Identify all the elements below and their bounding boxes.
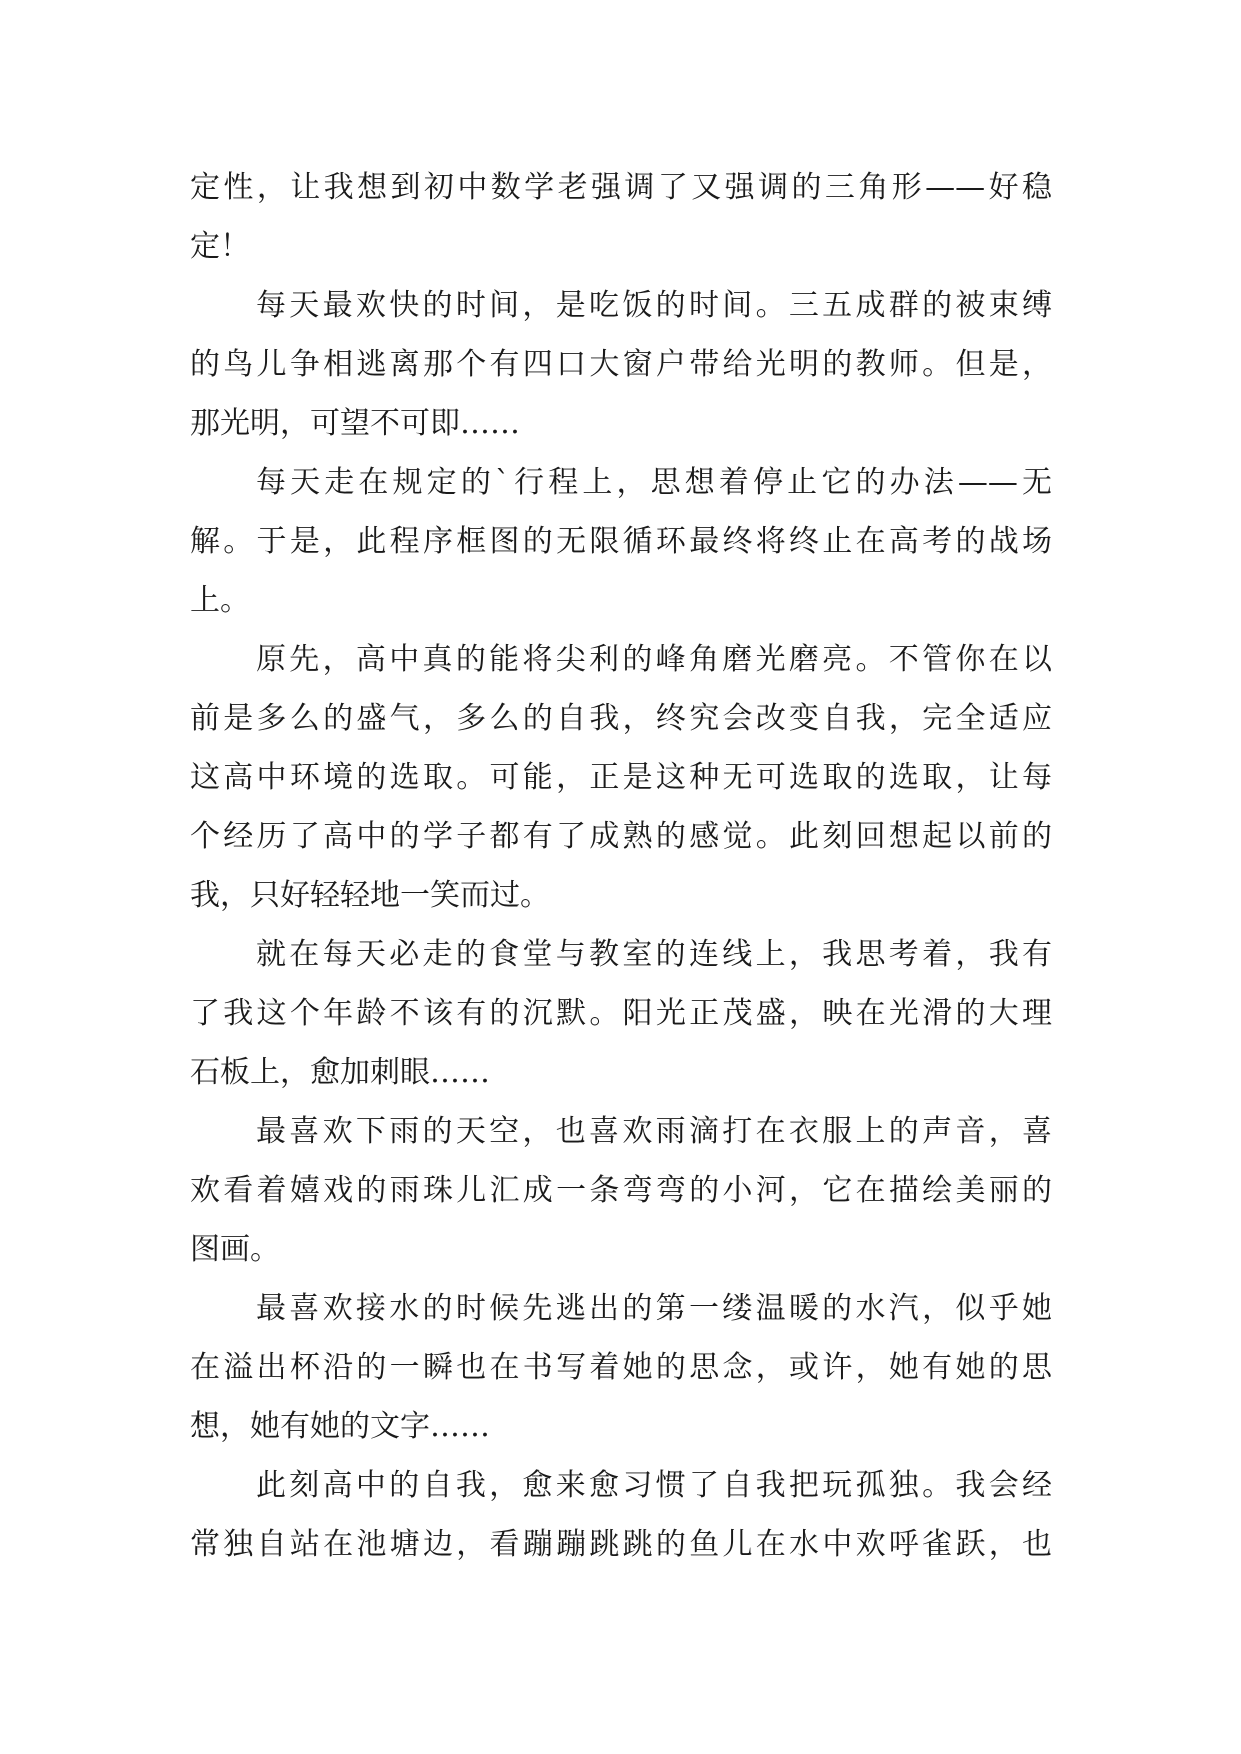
paragraph-first-line: 原先，高中真的能将尖利的峰角磨光磨亮。不管你在以 xyxy=(256,642,1052,677)
text-line: 欢看着嬉戏的雨珠儿汇成一条弯弯的小河，它在描绘美丽的 xyxy=(190,1173,1052,1208)
text-line: 想，她有她的文字…… xyxy=(190,1409,490,1444)
text-line: 我，只好轻轻地一笑而过。 xyxy=(190,878,550,913)
text-line: 的鸟儿争相逃离那个有四口大窗户带给光明的教师。但是， xyxy=(190,347,1052,382)
text-line: 这高中环境的选取。可能，正是这种无可选取的选取，让每 xyxy=(190,760,1052,795)
text-line: 定！ xyxy=(190,229,250,264)
text-line: 个经历了高中的学子都有了成熟的感觉。此刻回想起以前的 xyxy=(190,819,1052,854)
document-body xyxy=(190,158,1052,1574)
text-line: 了我这个年龄不该有的沉默。阳光正茂盛，映在光滑的大理 xyxy=(190,996,1052,1031)
paragraph-first-line: 此刻高中的自我，愈来愈习惯了自我把玩孤独。我会经 xyxy=(256,1468,1052,1503)
text-line: 上。 xyxy=(190,583,250,618)
text-line: 图画。 xyxy=(190,1232,280,1267)
paragraph-first-line: 最喜欢下雨的天空，也喜欢雨滴打在衣服上的声音，喜 xyxy=(256,1114,1052,1149)
text-line: 定性，让我想到初中数学老强调了又强调的三角形——好稳 xyxy=(190,170,1052,205)
paragraph-first-line: 每天最欢快的时间，是吃饭的时间。三五成群的被束缚 xyxy=(256,288,1052,323)
paragraph-first-line: 每天走在规定的`行程上，思想着停止它的办法——无 xyxy=(256,465,1052,500)
paragraph-first-line: 就在每天必走的食堂与教室的连线上，我思考着，我有 xyxy=(256,937,1052,972)
text-line: 石板上，愈加刺眼…… xyxy=(190,1055,490,1090)
paragraph-first-line: 最喜欢接水的时候先逃出的第一缕温暖的水汽，似乎她 xyxy=(256,1291,1052,1326)
text-line: 常独自站在池塘边，看蹦蹦跳跳的鱼儿在水中欢呼雀跃，也 xyxy=(190,1527,1052,1562)
text-line: 解。于是，此程序框图的无限循环最终将终止在高考的战场 xyxy=(190,524,1052,559)
text-line: 在溢出杯沿的一瞬也在书写着她的思念，或许，她有她的思 xyxy=(190,1350,1052,1385)
text-line: 那光明，可望不可即…… xyxy=(190,406,520,441)
text-line: 前是多么的盛气，多么的自我，终究会改变自我，完全适应 xyxy=(190,701,1052,736)
